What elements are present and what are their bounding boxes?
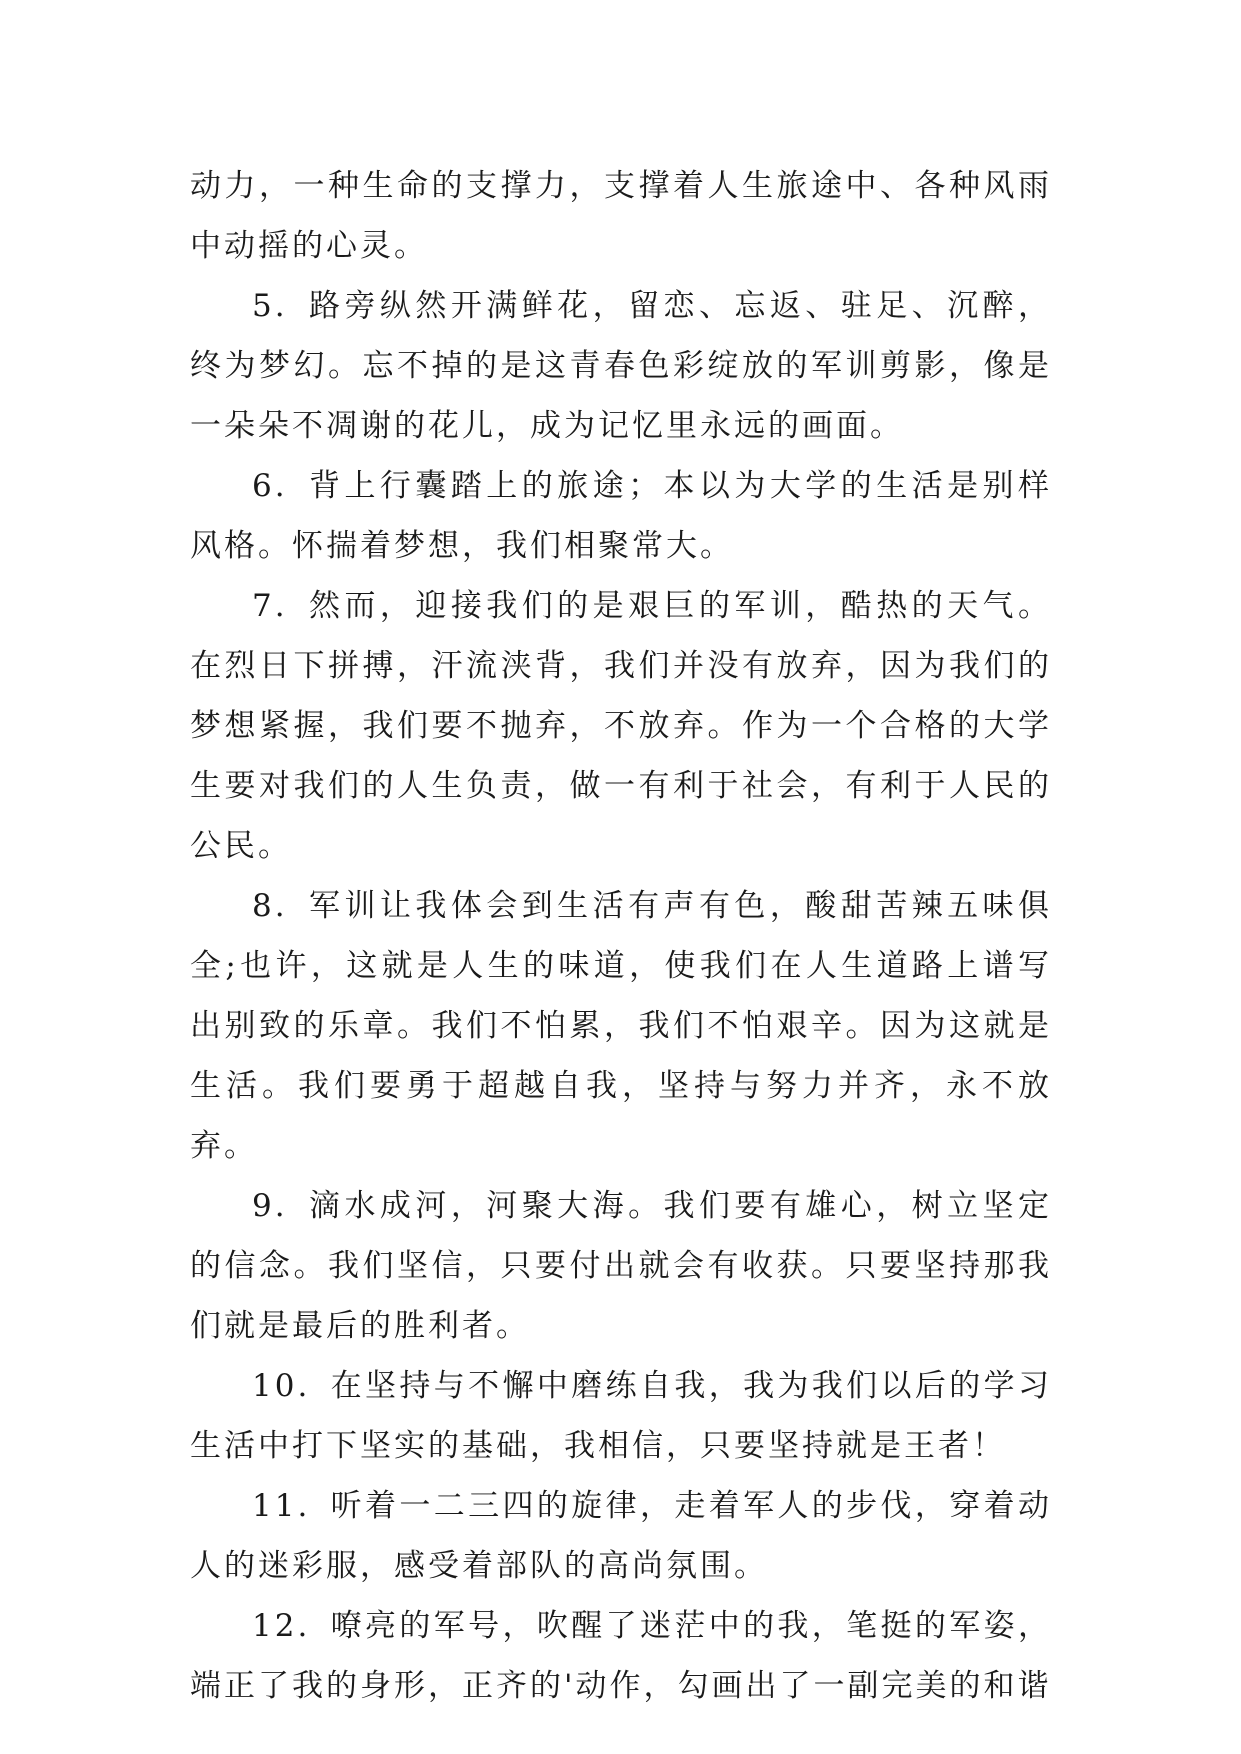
paragraph-5 xyxy=(190,276,1052,456)
paragraph-text: 动力，一种生命的支撑力，支撑着人生旅途中、各种风雨中动摇的心灵。 xyxy=(190,168,1052,264)
paragraph-number: 8. xyxy=(252,888,288,924)
paragraph-12 xyxy=(190,1596,1052,1716)
paragraph-11 xyxy=(190,1476,1052,1596)
paragraph-text: 在坚持与不懈中磨练自我，我为我们以后的学习生活中打下坚实的基础，我相信，只要坚持就是王者！ xyxy=(190,1368,1052,1464)
paragraph-text: 路旁纵然开满鲜花，留恋、忘返、驻足、沉醉，终为梦幻。忘不掉的是这青春色彩绽放的军训剪影，像是一朵朵不凋谢的花儿，成为记忆里永远的画面。 xyxy=(190,288,1052,444)
paragraph-text: 滴水成河，河聚大海。我们要有雄心，树立坚定的信念。我们坚信，只要付出就会有收获。只要坚持那我们就是最后的胜利者。 xyxy=(190,1188,1052,1344)
paragraph-text: 嘹亮的军号，吹醒了迷茫中的我，笔挺的军姿，端正了我的身形，正齐的'动作，勾画出了一副完美的和谐 xyxy=(190,1608,1052,1704)
paragraph-7 xyxy=(190,576,1052,876)
paragraph-number: 9. xyxy=(252,1188,288,1224)
paragraph-number: 12. xyxy=(252,1608,311,1644)
paragraph-number: 11. xyxy=(252,1488,311,1524)
paragraph-10 xyxy=(190,1356,1052,1476)
paragraph-continued xyxy=(190,156,1052,276)
paragraph-number: 7. xyxy=(252,588,288,624)
document-body xyxy=(190,156,1052,1716)
paragraph-8 xyxy=(190,876,1052,1176)
paragraph-text: 背上行囊踏上的旅途；本以为大学的生活是别样风格。怀揣着梦想，我们相聚常大。 xyxy=(190,468,1052,564)
paragraph-text: 然而，迎接我们的是艰巨的军训，酷热的天气。在烈日下拼搏，汗流浃背，我们并没有放弃，因为我们的梦想紧握，我们要不抛弃，不放弃。作为一个合格的大学生要对我们的人生负责，做一有利于社会，有利于人民的公民。 xyxy=(190,588,1052,864)
paragraph-number: 5. xyxy=(252,288,288,324)
paragraph-text: 听着一二三四的旋律，走着军人的步伐，穿着动人的迷彩服，感受着部队的高尚氛围。 xyxy=(190,1488,1052,1584)
paragraph-9 xyxy=(190,1176,1052,1356)
paragraph-number: 10. xyxy=(252,1368,311,1404)
paragraph-text: 军训让我体会到生活有声有色，酸甜苦辣五味俱全;也许，这就是人生的味道，使我们在人生道路上谱写出别致的乐章。我们不怕累，我们不怕艰辛。因为这就是生活。我们要勇于超越自我，坚持与努力并齐，永不放弃。 xyxy=(190,888,1052,1164)
paragraph-6 xyxy=(190,456,1052,576)
paragraph-number: 6. xyxy=(252,468,288,504)
